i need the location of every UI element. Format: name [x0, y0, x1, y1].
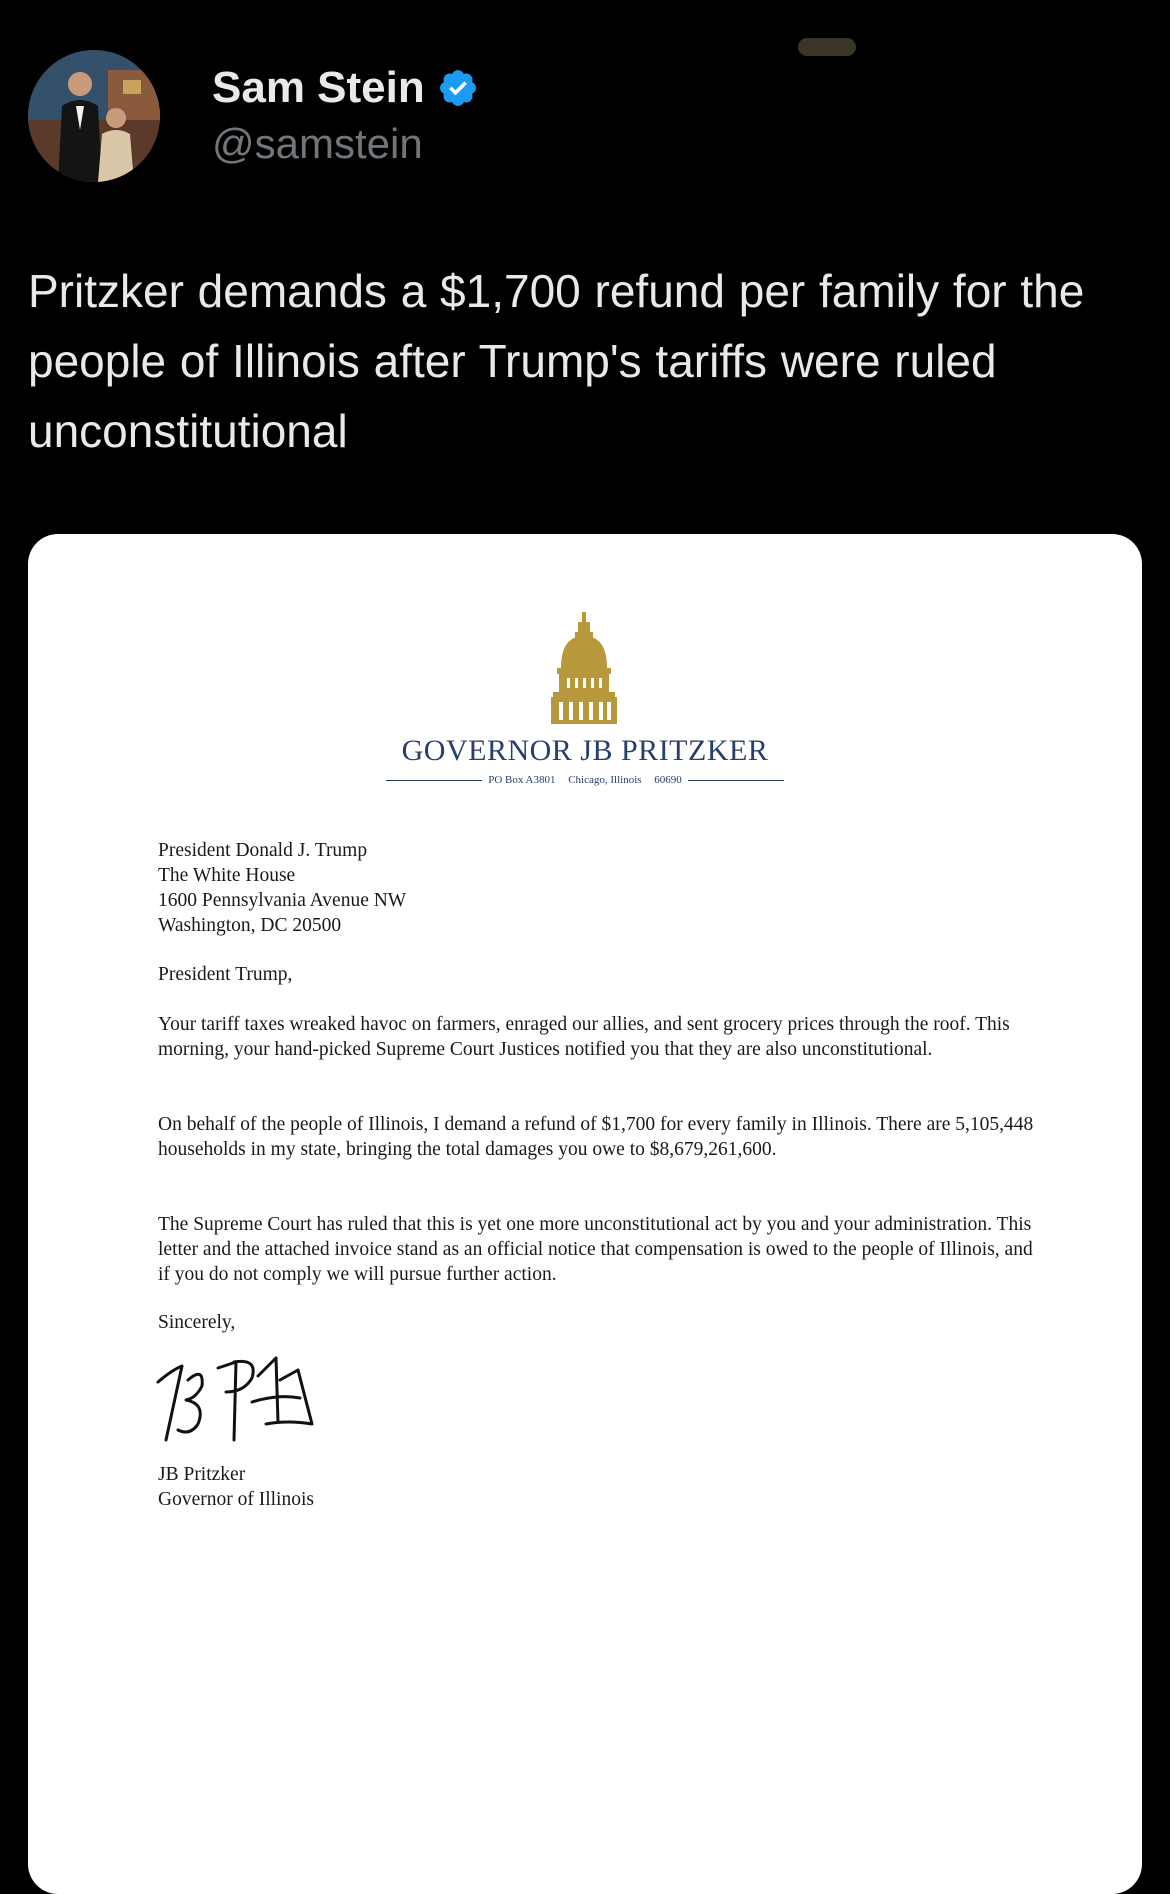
display-name[interactable]: Sam Stein [212, 63, 425, 112]
signer-block [158, 1462, 1038, 1512]
signer-title: Governor of Illinois [158, 1489, 314, 1510]
recipient-block [158, 838, 1038, 938]
address-po-box: PO Box A3801 [488, 774, 556, 786]
tweet-text: Pritzker demands a $1,700 refund per family for the people of Illinois after Trump's tariffs were ruled unconstitutional [28, 265, 1085, 457]
address-zip: 60690 [654, 774, 682, 786]
status-indicator [798, 38, 856, 56]
capitol-dome-icon [549, 612, 619, 724]
letter-paragraph: The Supreme Court has ruled that this is yet one more unconstitutional act by you and your administration. This letter and the attached invoice stand as an official notice that compensation is owed to the people of Illinois, and if you do not comply we will pursue further action. [158, 1214, 1033, 1285]
recipient-line: President Donald J. Trump [158, 840, 368, 861]
letter-paragraph: Your tariff taxes wreaked havoc on farmers, enraged our allies, and sent grocery prices through the roof. This morning, your hand-picked Supreme Court Justices notified you that they are also unconstitutional. [158, 1014, 1010, 1060]
recipient-line: Washington, DC 20500 [158, 915, 342, 936]
letterhead-rule-left [386, 780, 482, 781]
salutation: President Trump, [158, 964, 293, 985]
letterhead-title: GOVERNOR JB PRITZKER [401, 734, 769, 767]
letter-paragraph: On behalf of the people of Illinois, I demand a refund of $1,700 for every family in Illinois. There are 5,105,448 households in my state, bringing the total damages you owe to $8,679,261,600. [158, 1114, 1034, 1160]
signature-image [148, 1340, 318, 1452]
signer-name: JB Pritzker [158, 1464, 246, 1485]
tweet-media-image[interactable] [28, 534, 1142, 1894]
handle[interactable]: @samstein [212, 120, 423, 167]
closing: Sincerely, [158, 1312, 236, 1333]
address-city: Chicago, Illinois [568, 774, 642, 786]
tweet-author[interactable] [28, 50, 479, 182]
avatar[interactable] [28, 50, 160, 182]
letterhead-rule-right [688, 780, 784, 781]
recipient-line: The White House [158, 865, 296, 886]
recipient-line: 1600 Pennsylvania Avenue NW [158, 890, 407, 911]
verified-badge-icon [437, 67, 479, 109]
letterhead-address [386, 774, 784, 786]
